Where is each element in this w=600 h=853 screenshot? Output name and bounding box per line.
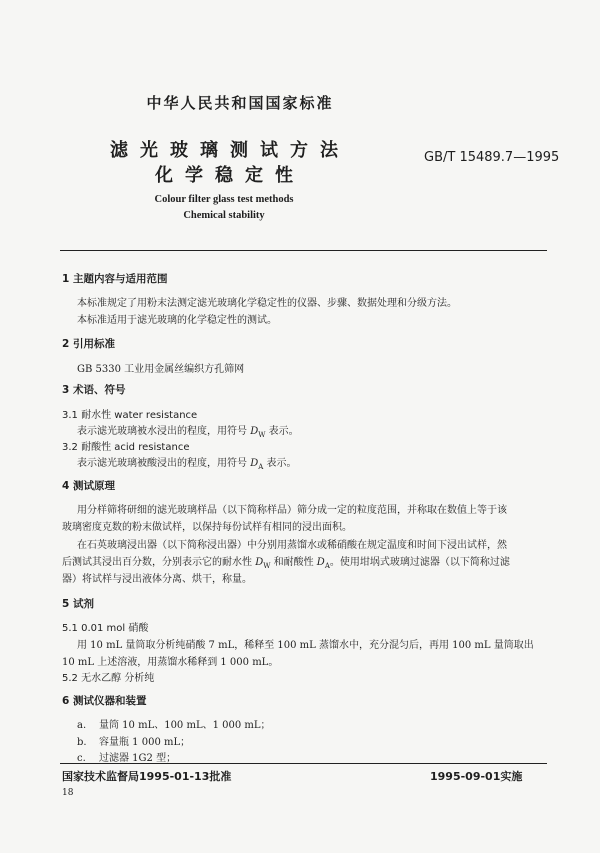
subsection-3-1-title: 3.1 耐水性 water resistance xyxy=(62,410,198,421)
section-2-heading: 2 引用标准 xyxy=(62,338,115,350)
title-en-line1: Colour filter glass test methods xyxy=(154,194,294,205)
list-text: 容量瓶 1 000 mL； xyxy=(99,737,191,748)
page-number: 18 xyxy=(62,788,74,798)
title-cn-line1: 滤光玻璃测试方法 xyxy=(110,140,350,161)
section-4-p1-line1: 用分样筛将研细的滤光玻璃样品（以下简称样品）筛分成一定的粒度范围，并称取在数值上等于该 xyxy=(77,505,507,516)
list-marker: b. xyxy=(77,737,87,748)
subsection-5-1-line1: 用 10 mL 量筒取分析纯硝酸 7 mL，稀释至 100 mL 蒸馏水中，充分混匀后，再用 100 mL 量筒取出 xyxy=(77,640,534,651)
section-1-paragraph-2: 本标准适用于滤光玻璃的化学稳定性的测试。 xyxy=(77,315,277,326)
section-1-paragraph-1: 本标准规定了用粉末法测定滤光玻璃化学稳定性的仪器、步骤、数据处理和分级方法。 xyxy=(77,298,457,309)
subsection-5-2-title: 5.2 无水乙醇 分析纯 xyxy=(62,673,155,684)
title-en-line2: Chemical stability xyxy=(183,210,265,221)
header-divider xyxy=(60,250,547,251)
list-item xyxy=(77,716,271,731)
section-4-p2-line1: 在石英玻璃浸出器（以下简称浸出器）中分别用蒸馏水或稀硝酸在规定温度和时间下浸出试样，然 xyxy=(77,540,507,551)
standard-code: GB/T 15489.7—1995 xyxy=(424,150,560,165)
subsection-5-1-title: 5.1 0.01 mol 硝酸 xyxy=(62,623,149,634)
list-marker: a. xyxy=(77,720,87,731)
list-text: 过滤器 1G2 型； xyxy=(99,753,177,764)
subsection-3-2-title: 3.2 耐酸性 acid resistance xyxy=(62,442,190,453)
section-1-heading: 1 主题内容与适用范围 xyxy=(62,273,168,285)
subsection-5-1-line2: 10 mL 上述溶液，用蒸馏水稀释到 1 000 mL。 xyxy=(62,657,279,668)
section-4-heading: 4 测试原理 xyxy=(62,480,115,492)
implementation-date: 1995-09-01实施 xyxy=(430,770,523,783)
list-text: 量筒 10 mL、100 mL、1 000 mL； xyxy=(99,720,271,731)
section-4-p2-line2: 后测试其浸出百分数，分别表示它的耐水性 $D_W$ 和耐酸性 $D_A$。使用坩埚式玻璃过滤器（以下简称过滤 xyxy=(62,557,510,570)
section-5-heading: 5 试剂 xyxy=(62,598,94,610)
list-item xyxy=(77,749,176,764)
section-4-p1-line2: 玻璃密度克数的粉末做试样，以保持每份试样有相同的浸出面积。 xyxy=(62,522,352,533)
section-3-heading: 3 术语、符号 xyxy=(62,384,126,396)
title-cn-line2: 化学稳定性 xyxy=(155,165,305,186)
list-item xyxy=(77,733,190,748)
subsection-3-1-text: 表示滤光玻璃被水浸出的程度，用符号 $D_W$ 表示。 xyxy=(77,426,299,439)
footer-divider xyxy=(60,763,547,764)
section-2-reference: GB 5330 工业用金属丝编织方孔筛网 xyxy=(77,364,245,375)
standard-type: 中华人民共和国国家标准 xyxy=(146,94,334,112)
approval-date: 国家技术监督局1995-01-13批准 xyxy=(62,770,232,783)
section-6-heading: 6 测试仪器和装置 xyxy=(62,695,147,707)
subsection-3-2-text: 表示滤光玻璃被酸浸出的程度，用符号 $D_A$ 表示。 xyxy=(77,458,297,471)
section-4-p2-line3: 器）将试样与浸出液体分离、烘干，称量。 xyxy=(62,574,252,585)
list-marker: c. xyxy=(77,753,86,764)
